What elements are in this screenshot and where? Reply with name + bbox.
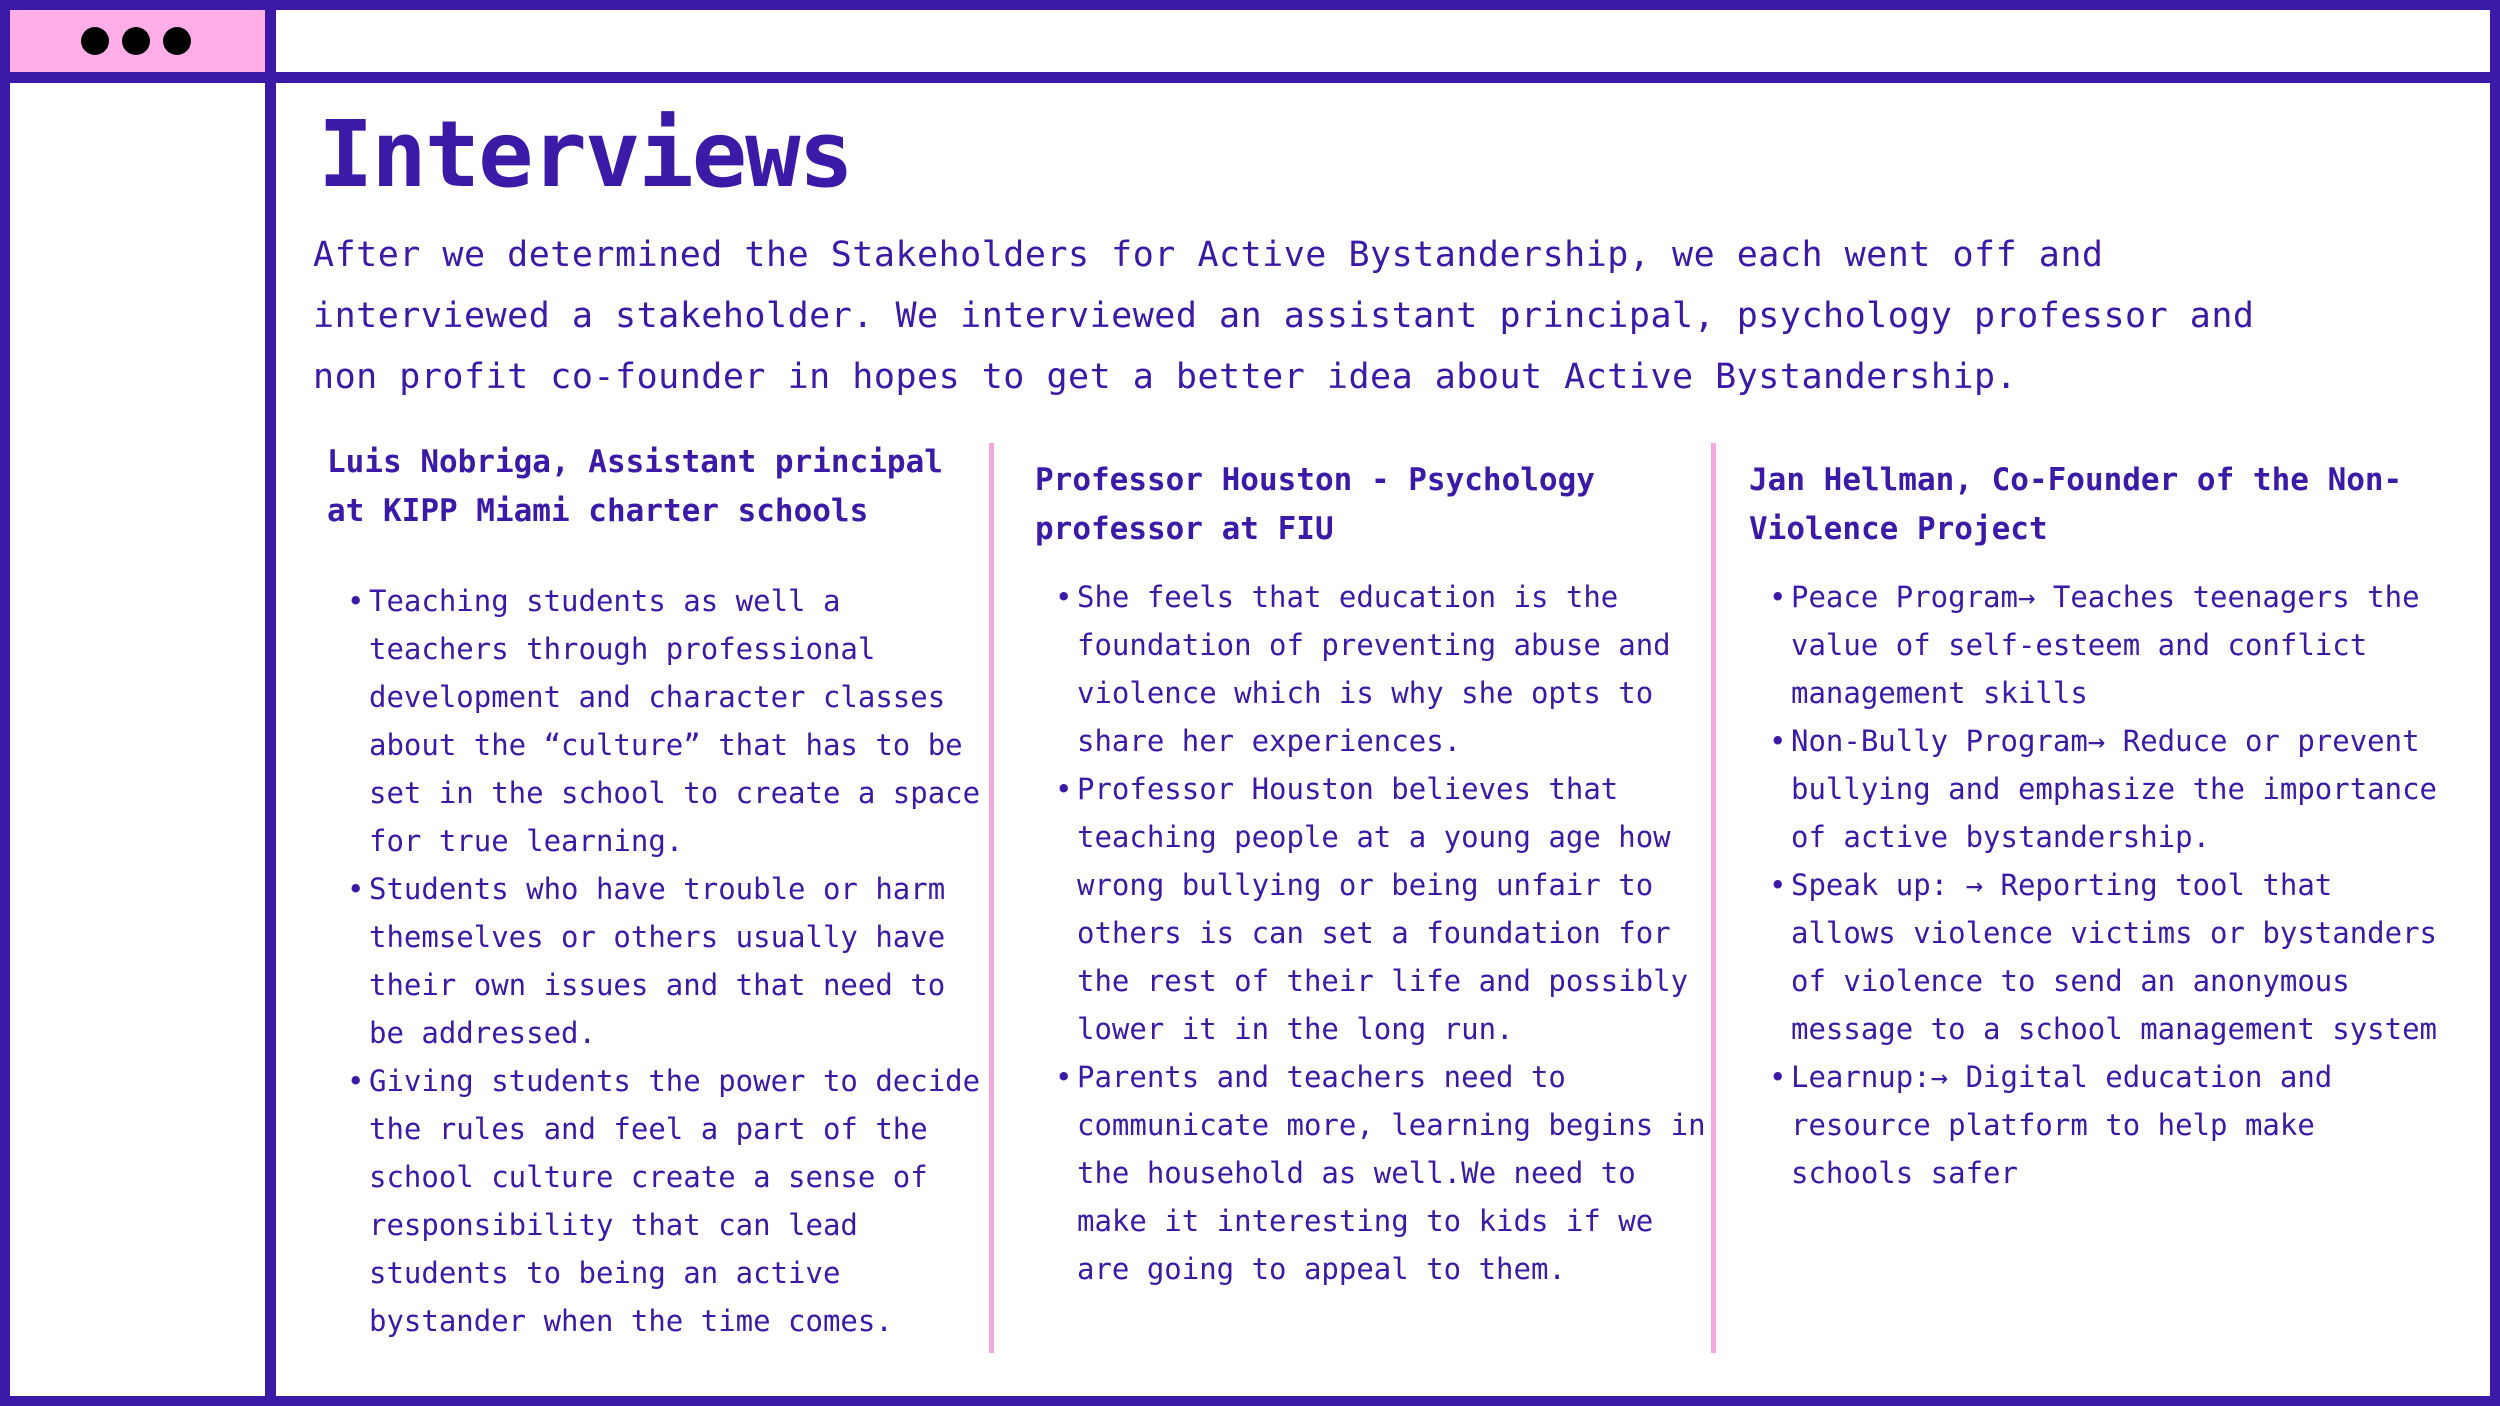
bullet-list <box>327 577 987 1345</box>
column-separator-1 <box>989 443 994 1353</box>
list-item: • Peace Program→ Teaches teenagers the value of self-esteem and conflict management skills <box>1749 573 2439 717</box>
list-item: • Professor Houston believes that teaching people at a young age how wrong bullying or being unfair to others is can set a foundation for the rest of their life and possibly lower it in the long run. <box>1035 765 1720 1053</box>
list-item: • Non-Bully Program→ Reduce or prevent bullying and emphasize the importance of active bystandership. <box>1749 717 2439 861</box>
list-item: • Students who have trouble or harm themselves or others usually have their own issues and that need to be addressed. <box>327 865 987 1057</box>
list-item: • Speak up: → Reporting tool that allows violence victims or bystanders of violence to send an anonymous message to a school management system <box>1749 861 2439 1053</box>
column-heading: Jan Hellman, Co-Founder of the Non-Violence Project <box>1749 462 2403 547</box>
list-item: • Teaching students as well a teachers through professional development and character classes about the “culture” that has to be set in the school to create a space for true learning. <box>327 577 987 865</box>
column-heading: Professor Houston - Psychology professor at FIU <box>1035 462 1595 547</box>
window-dot-icon-2[interactable] <box>122 27 150 55</box>
sidebar-divider <box>265 0 276 1406</box>
bullet-list <box>1035 573 1720 1293</box>
column-separator-2 <box>1711 443 1716 1353</box>
list-item: • Parents and teachers need to communicate more, learning begins in the household as well.We need to make it interesting to kids if we are going to appeal to them. <box>1035 1053 1720 1293</box>
window-dot-icon-1[interactable] <box>81 27 109 55</box>
window-controls <box>10 10 265 72</box>
titlebar-divider <box>0 72 2500 83</box>
list-item: • Giving students the power to decide the rules and feel a part of the school culture create a sense of responsibility that can lead students to being an active bystander when the time comes. <box>327 1057 987 1345</box>
intro-paragraph: After we determined the Stakeholders for Active Bystandership, we each went off and interviewed a stakeholder. We interviewed an assistant principal, psychology professor and non profit co-founder in hopes to get a better idea about Active Bystandership. <box>313 235 2255 397</box>
window-dot-icon-3[interactable] <box>163 27 191 55</box>
bullet-list <box>1749 573 2439 1197</box>
page-title: Interviews <box>318 101 852 208</box>
column-heading: Luis Nobriga, Assistant principal at KIPP Miami charter schools <box>327 444 943 529</box>
list-item: • She feels that education is the foundation of preventing abuse and violence which is why she opts to share her experiences. <box>1035 573 1720 765</box>
list-item: • Learnup:→ Digital education and resource platform to help make schools safer <box>1749 1053 2439 1197</box>
